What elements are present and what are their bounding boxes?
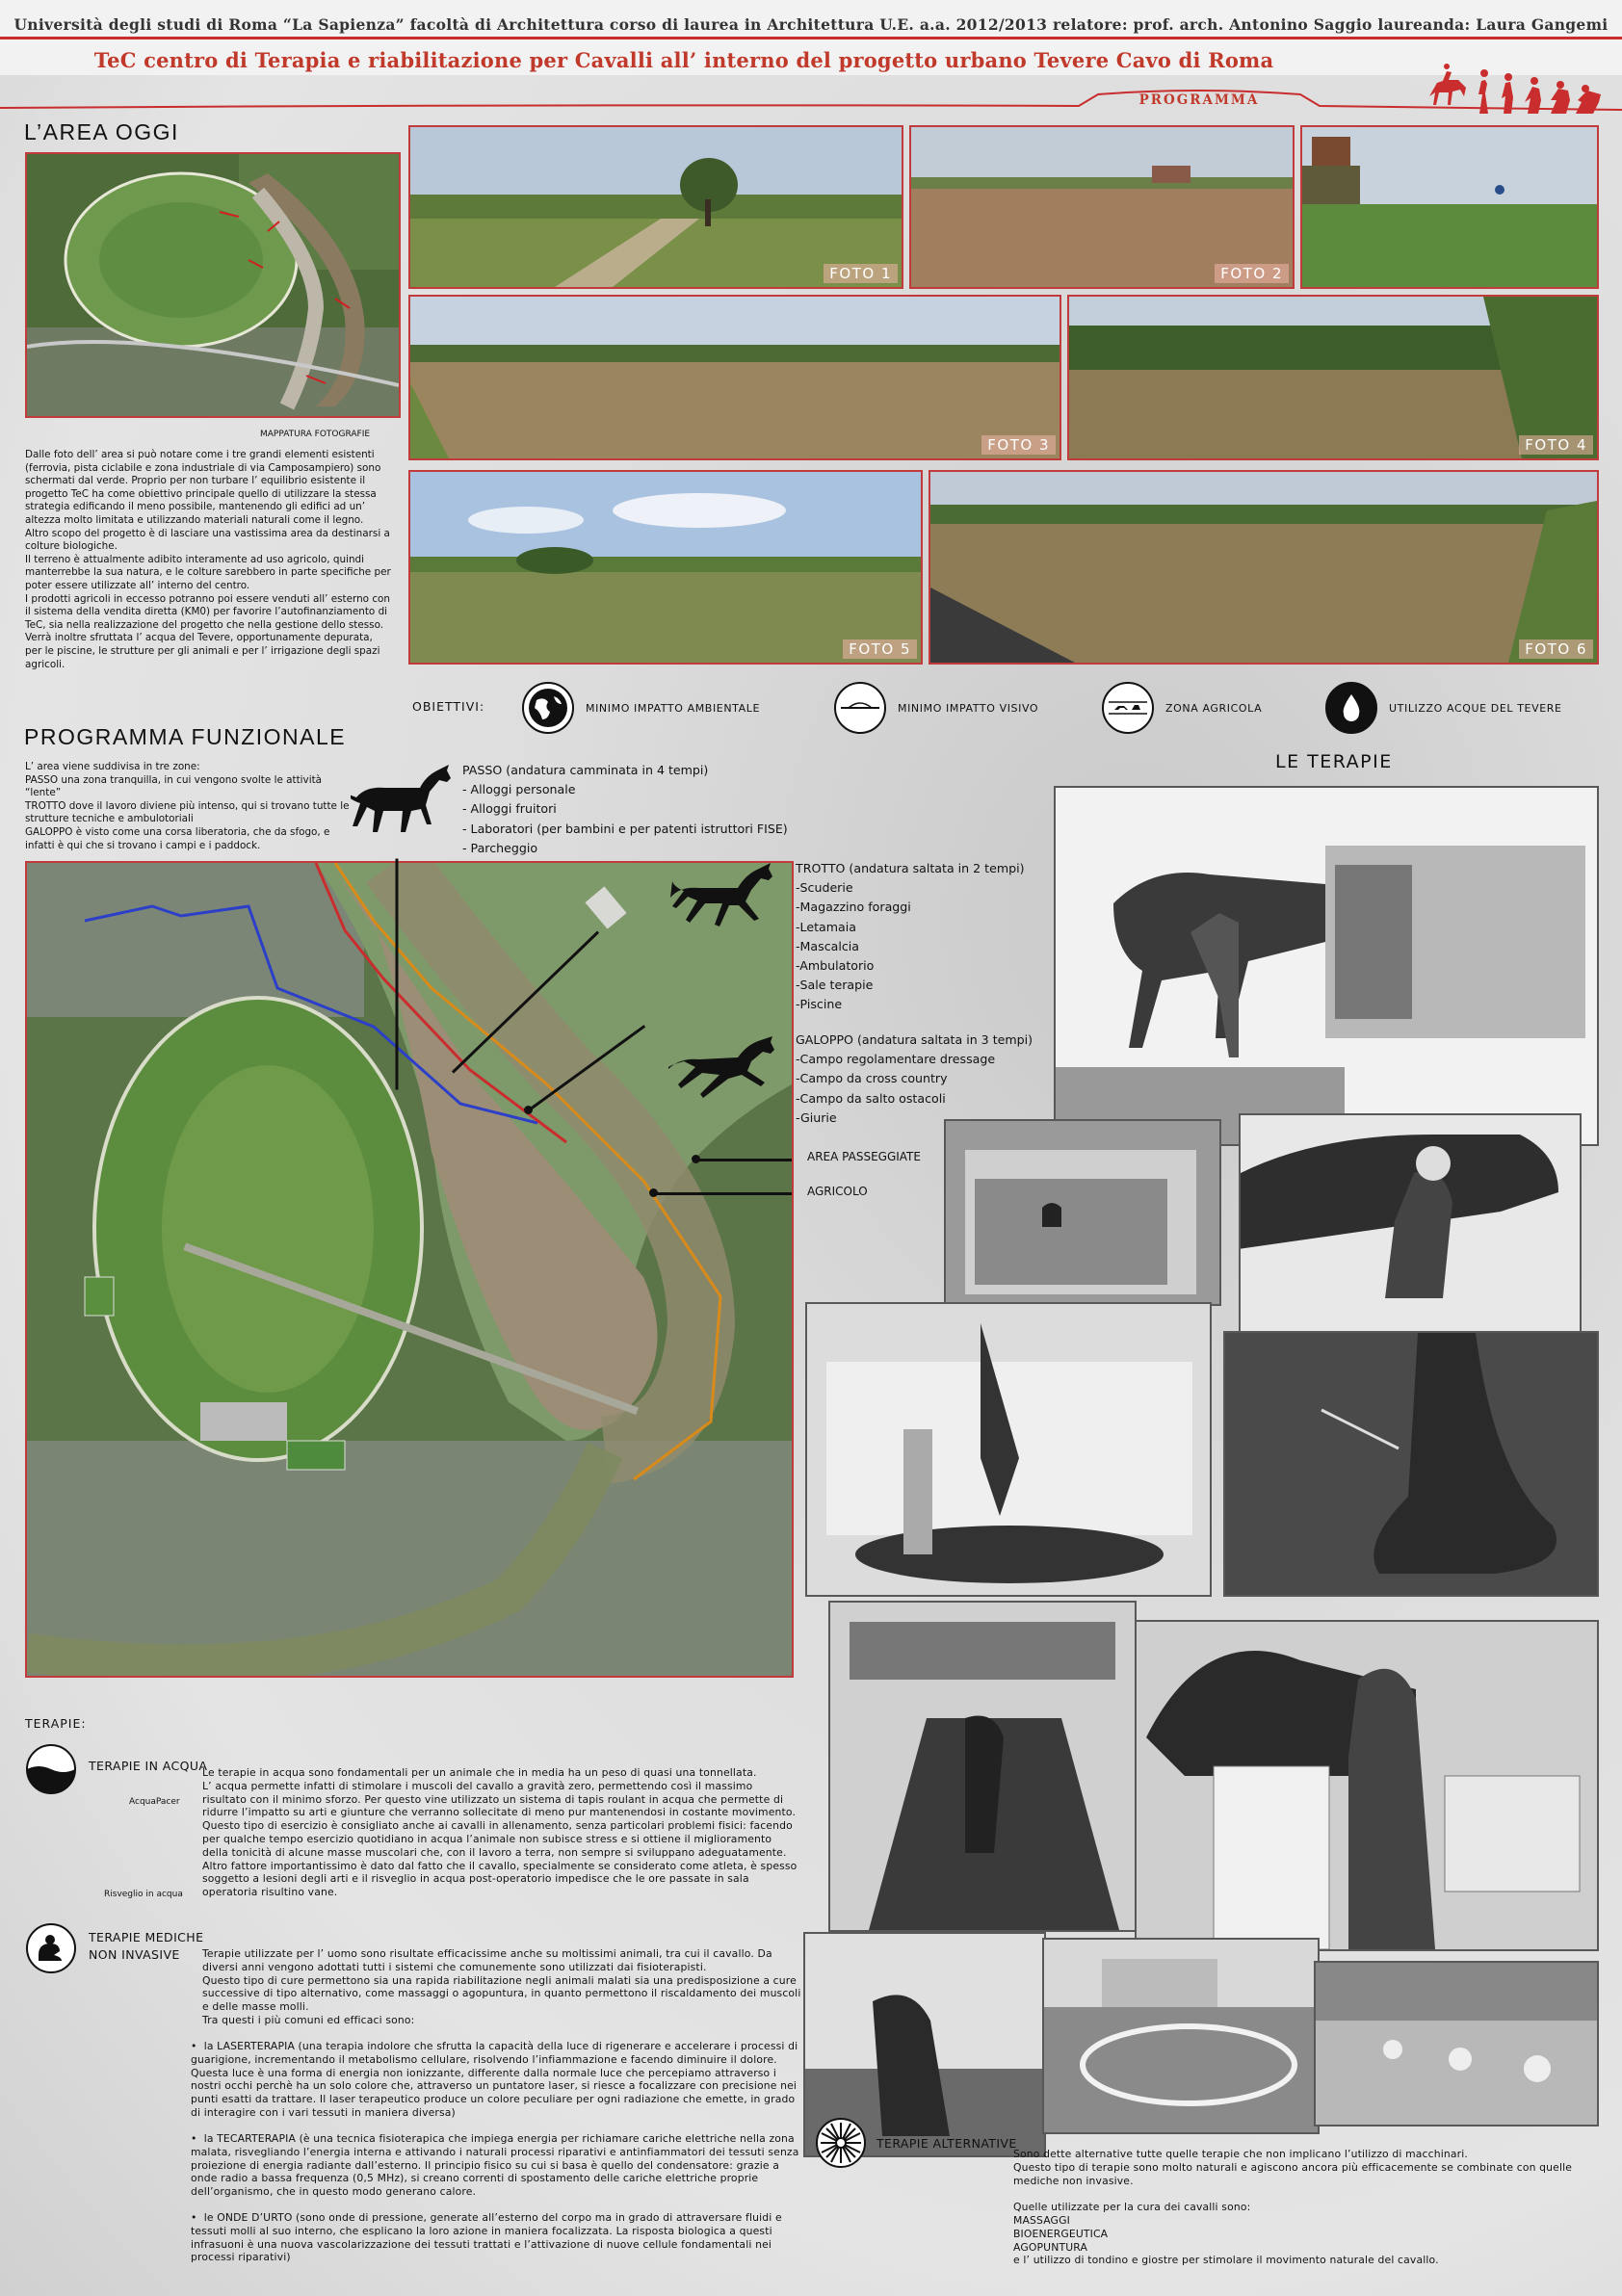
map-caption: MAPPATURA FOTOGRAFIE (260, 430, 371, 439)
obiettivi-label: OBIETTIVI: (412, 699, 485, 714)
objective-environment-label: MINIMO IMPATTO AMBIENTALE (586, 701, 761, 715)
water-drop-icon (1325, 682, 1377, 734)
trotto-list (796, 859, 1025, 1015)
passo-item: - Parcheggio (462, 840, 538, 855)
programma-title: PROGRAMMA FUNZIONALE (24, 724, 347, 749)
galoppo-item: -Campo da salto ostacoli (796, 1090, 946, 1106)
photo-2 (909, 125, 1295, 289)
objective-visual (834, 682, 1038, 734)
water-therapy-label: TERAPIE IN ACQUA (89, 1759, 208, 1773)
agricolo-leader (653, 1192, 792, 1195)
area-passeggiate-label: AREA PASSEGGIATE (807, 1150, 921, 1163)
passo-item: - Alloggi fruitori (462, 801, 557, 817)
poster-title: TeC centro di Terapia e riabilitazione per Cavalli all’ interno del progetto urbano Tevere Cavo di Roma (93, 48, 1274, 72)
horse-trot-icon (667, 859, 782, 940)
therapy-photo-aquapacer (1054, 786, 1599, 1146)
terapie-title: TERAPIE: (25, 1716, 87, 1731)
trotto-item: -Sale terapie (796, 978, 874, 993)
objective-visual-label: MINIMO IMPATTO VISIVO (898, 701, 1039, 715)
objective-agricultural-label: ZONA AGRICOLA (1165, 701, 1263, 715)
therapy-photo-pool (944, 1119, 1221, 1306)
horse-evolution-logo (1424, 58, 1616, 117)
passeggiate-dot (692, 1155, 700, 1163)
tecar-therapy-item (191, 2132, 803, 2199)
trotto-item: -Ambulatorio (796, 958, 875, 974)
photo-2-label: FOTO 2 (1215, 264, 1289, 283)
plough-icon (1102, 682, 1154, 734)
photo-tower (1300, 125, 1599, 289)
photo-5-label: FOTO 5 (843, 639, 917, 659)
shockwave-therapy-item (191, 2211, 803, 2264)
alternative-therapy-label: TERAPIE ALTERNATIVE (876, 2136, 1017, 2151)
trotto-item: -Mascalcia (796, 938, 859, 953)
passo-item: - Laboratori (per bambini e per patenti istruttori FISE) (462, 821, 788, 836)
photo-1 (408, 125, 903, 289)
passo-heading: PASSO (andatura camminata in 4 tempi) (462, 763, 709, 777)
horse-walk-icon (351, 763, 457, 844)
globe-icon (522, 682, 574, 734)
laser-therapy-text: la LASERTERAPIA (una terapia indolore che sfrutta la capacità della luce di rigenerare e accelerare i processi di guarigione, incrementando il metabolismo cellulare, risolvendo l’infiammazione e facendo diminuire il dolore. Questa luce è una forma di energia non ionizzante, differente dalla normale luce che percepiamo attraverso i nostri occhi perchè ha un solo colore che, attraverso un puntatore laser, si riesce a focalizzare con precisione nei punti esatti da trattare. Il laser terapeutico produce un colore peculiare per ogni radiazione che emette, in grado di interagire con i vari tessuti in maniera diversa) (191, 2040, 798, 2119)
trotto-item: -Piscine (796, 997, 843, 1012)
bullet: • (191, 2040, 204, 2052)
photo-4-label: FOTO 4 (1519, 435, 1593, 455)
galoppo-heading: GALOPPO (andatura saltata in 3 tempi) (796, 1032, 1033, 1047)
aquapacer-label: AcquaPacer (129, 1797, 180, 1807)
risveglio-label: Risveglio in acqua (104, 1890, 183, 1899)
galoppo-dot (524, 1106, 533, 1114)
horizon-icon (834, 682, 886, 734)
photo-5 (408, 470, 923, 665)
site-plan-aerial (25, 861, 794, 1678)
alternative-therapy-icon (815, 2117, 867, 2169)
programma-intro: L’ area viene suddivisa in tre zone: PASSO una zona tranquilla, in cui vengono svolte le attività “lente” TROTTO dove il lavoro diviene più intenso, qui si trovano tutte le strutture tecniche e ambulotoriali GALOPPO è visto come una corsa liberatoria, che da sfogo, e infatti è qui che si trovano i campi e i paddock. (25, 761, 350, 851)
photo-3 (408, 295, 1061, 460)
bullet: • (191, 2211, 204, 2224)
horse-gallop-icon (667, 1036, 782, 1113)
le-terapie-title: LE TERAPIE (1275, 751, 1393, 772)
therapy-photo-riding (1314, 1961, 1599, 2126)
objective-water (1325, 682, 1562, 734)
trotto-item: -Letamaia (796, 919, 856, 934)
trotto-item: -Magazzino foraggi (796, 900, 911, 915)
galoppo-item: -Campo da cross country (796, 1071, 948, 1086)
therapy-photo-hoof (1223, 1331, 1599, 1597)
bullet: • (191, 2132, 204, 2145)
medical-therapy-text: Terapie utilizzate per l’ uomo sono risultate efficacissime anche su moltissimi animali, tra cui il cavallo. Da diversi anni vengono adottati tutti i sistemi che comunemente sono utilizzati dai fisioterapisti. Questo tipo di cure permettono sia una rapida riabilitazione negli animali malati sia una predisposizione a cure successive di tipo alternativo, come massaggi o agopuntura, in quanto permettono il riscaldamento dei muscoli e delle masse molli. Tra questi i più comuni ed efficaci sono: (202, 1947, 801, 2026)
galoppo-list (796, 1031, 1033, 1128)
tecar-therapy-text: la TECARTERAPIA (è una tecnica fisioterapica che impiega energia per richiamare cariche elettriche nella zona malata, risvegliando l’energia interna e attivando i naturali processi riparativi e antinfiammatori dei tessuti senza proiezione di energia radiante dall’esterno. Il principio fisico su cui si basa è quello del condensatore: grazie a onde radio a bassa frequenza (0,5 MHz), si creano correnti di spostamento delle cariche elettriche proprie dell’organismo, che in questo modo generano calore. (191, 2132, 799, 2199)
photo-6 (929, 470, 1599, 665)
header-rule (0, 37, 1622, 39)
programma-tab: PROGRAMMA (1138, 92, 1260, 108)
photo-3-label: FOTO 3 (981, 435, 1056, 455)
water-therapy-icon (25, 1743, 77, 1795)
passeggiate-leader (695, 1159, 792, 1161)
objective-environment (522, 682, 760, 734)
therapy-photo-massage (1239, 1113, 1582, 1339)
therapy-photo-harness (805, 1302, 1212, 1597)
therapy-photo-tecar (1135, 1620, 1599, 1951)
medical-therapy-icon (25, 1922, 77, 1974)
photo-6-label: FOTO 6 (1519, 639, 1593, 659)
shockwave-therapy-text: le ONDE D’URTO (sono onde di pressione, generate all’esterno del corpo ma in grado di attraversare fluidi e tessuti molli al suo interno, che esplicano la loro azione in maniera focalizzata. La risposta biologica a questi infrasuoni è una nuova vascolarizzazione dei tessuti trattati e l’attivazione di nuove cellule fondamentali nei processi riparativi) (191, 2211, 782, 2264)
trotto-heading: TROTTO (andatura saltata in 2 tempi) (796, 861, 1025, 875)
galoppo-item: -Campo regolamentare dressage (796, 1052, 996, 1067)
trotto-item: -Scuderie (796, 880, 853, 896)
area-oggi-title: L’AREA OGGI (24, 119, 179, 144)
photo-4 (1067, 295, 1599, 460)
photo-1-label: FOTO 1 (824, 264, 898, 283)
laser-therapy-item (191, 2040, 803, 2120)
passo-leader (396, 859, 399, 1090)
galoppo-item: -Giurie (796, 1109, 837, 1125)
objective-water-label: UTILIZZO ACQUE DEL TEVERE (1389, 701, 1562, 715)
therapy-photo-round-pen (1042, 1938, 1320, 2134)
passo-list (462, 761, 788, 858)
header-arc (0, 87, 1622, 125)
therapy-photo-walker (828, 1601, 1137, 1932)
agricolo-label: AGRICOLO (807, 1185, 868, 1198)
passo-item: - Alloggi personale (462, 782, 576, 797)
agricolo-dot (649, 1188, 658, 1197)
header-credits: Università degli studi di Roma “La Sapienza” facoltà di Architettura corso di laurea in Architettura U.E. a.a. 2012/2013 relatore: prof. arch. Antonino Saggio laureanda: Laura Gangemi (13, 15, 1609, 34)
medical-therapy-label-1: TERAPIE MEDICHE (89, 1930, 204, 1944)
objective-agricultural (1102, 682, 1262, 734)
aerial-map-photo (25, 152, 401, 418)
medical-therapy-label-2: NON INVASIVE (89, 1947, 180, 1962)
area-oggi-text: Dalle foto dell’ area si può notare come i tre grandi elementi esistenti (ferrovia, pista ciclabile e zona industriale di via Camposampiero) sono schermati dal verde. Proprio per non turbare l’ equilibrio esistente il progetto TeC ha come obiettivo principale quello di utilizzare la stessa strategia edificando il meno possibile, mantenendo gli edifici ad un’ altezza molto limitata e utilizzando materiali naturali come il legno. Altro scopo del progetto è di lasciare una vastissima area da destinarsi a colture biologiche. Il terreno è attualmente adibito interamente ad uso agricolo, quindi manterrebbe la sua natura, e le colture sarebbero in parte specifiche per poter essere utilizzate all’ interno del centro. I prodotti agricoli in eccesso potranno poi essere venduti all’ esterno con il sistema della vendita diretta (KM0) per favorire l’autofinanziamento di TeC, sia nella realizzazione del progetto che nella gestione dello stesso. Verrà inoltre sfruttata l’ acqua del Tevere, opportunamente depurata, per le piscine, le strutture per gli animali e per l’ irrigazione degli spazi agricoli. (25, 449, 391, 670)
alternative-therapy-text: Sono dette alternative tutte quelle terapie che non implicano l’utilizzo di macchinari. Questo tipo di terapie sono molto naturali e agiscono ancora più efficacemente se combinate con quelle mediche non invasive. Quelle utilizzate per la cura dei cavalli sono: MASSAGGI BIOENERGEUTICA AGOPUNTURA e l’ utilizzo di tondino e giostre per stimolare il movimento naturale del cavallo. (1013, 2148, 1573, 2267)
water-therapy-text: Le terapie in acqua sono fondamentali per un animale che in media ha un peso di quasi una tonnellata. L’ acqua permette infatti di stimolare i muscoli del cavallo a gravità zero, permettendo così il massimo risultato con il minimo sforzo. Per questo vine utilizzato un sistema di tapis roulant in acqua che permette di ridurre l’impatto su arti e giunture che verranno sollecitate di meno pur mantenendosi in costante movimento. Questo tipo di esercizio è consigliato anche ai cavalli in allenamento, senza particolari problemi fisici: facendo per qualche tempo esercizio quotidiano in acqua l’animale non subisce stress e si ottiene il miglioramento della tonicità di alcune masse muscolari che, con il lavoro a terra, non sempre si sviluppano adeguatamente. Altro fattore importantissimo è dato dal fatto che il cavallo, specialmente se considerato come atleta, è spesso soggetto a lesioni degli arti e il risveglio in acqua post-operatorio impedisce che le ore passate in sala operatoria risultino vane. (202, 1766, 798, 1899)
